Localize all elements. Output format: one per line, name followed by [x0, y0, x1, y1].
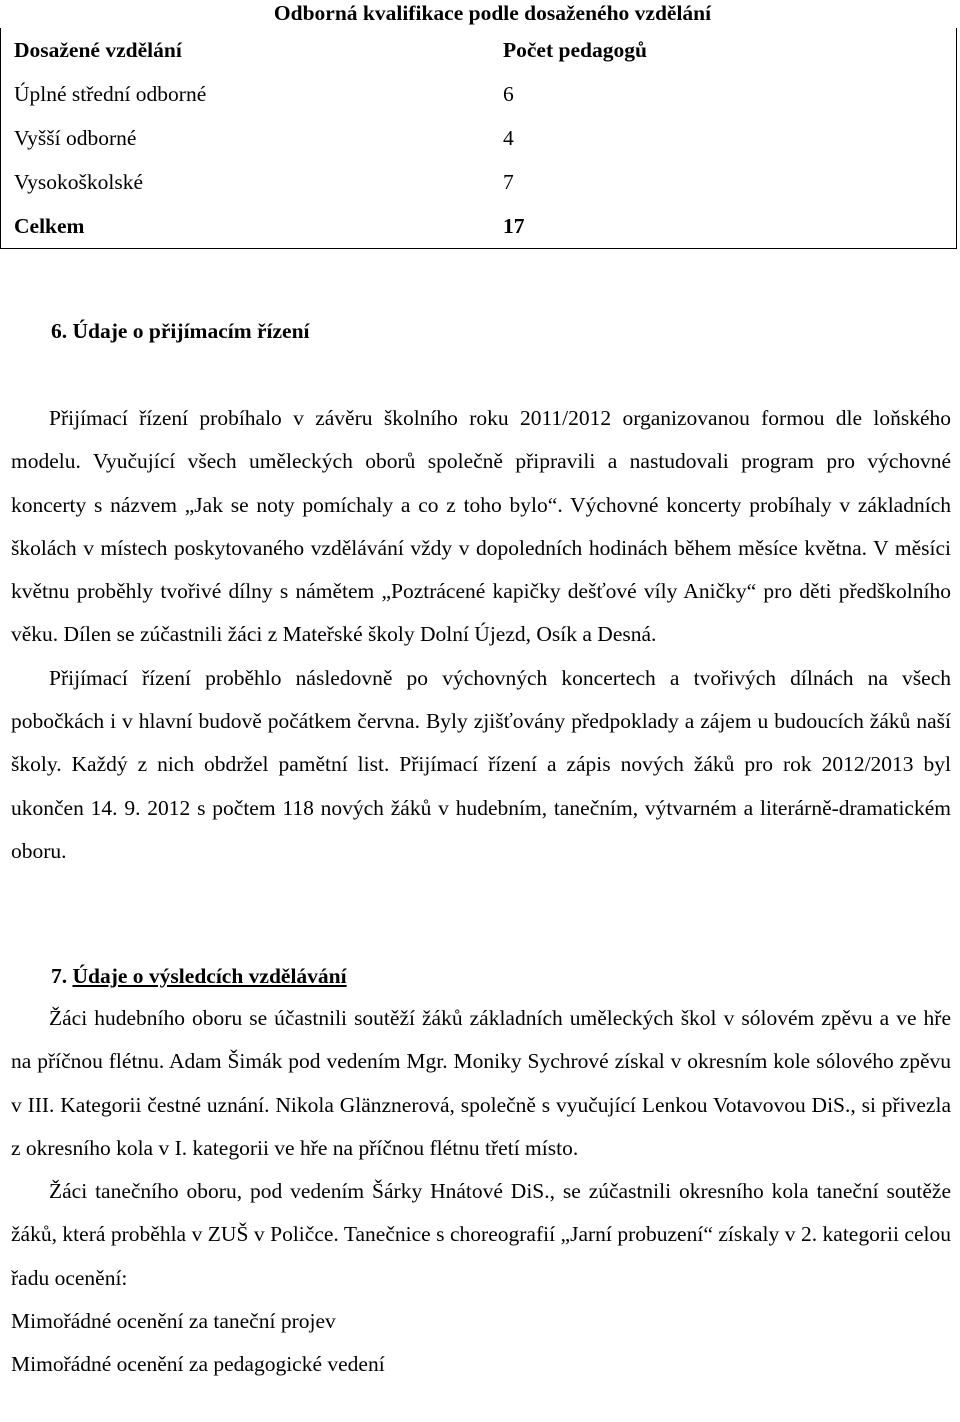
section-7-title: Údaje o výsledcích vzdělávání — [72, 964, 347, 988]
total-label: Celkem — [14, 214, 85, 238]
table-row — [1, 72, 957, 116]
section-7-heading — [51, 961, 347, 991]
row-count: 6 — [503, 82, 514, 106]
row-label: Vysokoškolské — [14, 170, 144, 194]
qualification-table — [0, 28, 957, 249]
section-7-paragraph: Žáci hudebního oboru se účastnili soutěží žáků základních uměleckých škol v sólovém zpěvu a ve hře na příčnou flétnu. Adam Šimák pod vedením Mgr. Moniky Sychrové získal v okresním kole sólového zpěvu v III. Kategorii čestné uznání. Nikola Glänznerová, společně s vyučující Lenkou Votavovou DiS., si přivezla z okresního kola v I. kategorii ve hře na příčnou flétnu třetí místo. — [11, 1006, 951, 1160]
column-header-education: Dosažené vzdělání — [14, 38, 182, 62]
table-row — [1, 160, 957, 204]
section-6-paragraph: Přijímací řízení probíhalo v závěru školního roku 2011/2012 organizovanou formou dle loňského modelu. Vyučující všech uměleckých oborů společně připravili a nastudovali program pro výchovné koncerty s názvem „Jak se noty pomíchaly a co z toho bylo“. Výchovné koncerty probíhaly v základních školách v místech poskytovaného vzdělávání vždy v dopoledních hodinách během měsíce května. V měsíci květnu proběhly tvořivé dílny s námětem „Poztrácené kapičky dešťové víly Aničky“ pro děti předškolního věku. Dílen se zúčastnili žáci z Mateřské školy Dolní Újezd, Osík a Desná. — [11, 406, 951, 647]
section-6-paragraph: Přijímací řízení proběhlo následovně po výchovných koncertech a tvořivých dílnách na všech pobočkách i v hlavní budově počátkem června. Byly zjišťovány předpoklady a zájem u budoucích žáků naší školy. Každý z nich obdržel pamětní list. Přijímací řízení a zápis nových žáků pro rok 2012/2013 byl ukončen 14. 9. 2012 s počtem 118 nových žáků v hudebním, tanečním, výtvarném a literárně-dramatickém oboru. — [11, 665, 951, 863]
award-item: Mimořádné ocenění za taneční projev — [11, 1309, 336, 1334]
column-header-count: Počet pedagogů — [503, 38, 647, 62]
row-label: Úplné střední odborné — [14, 82, 207, 106]
section-6-number: 6. — [51, 319, 68, 343]
table-caption: Odborná kvalifikace podle dosaženého vzdělání — [273, 1, 712, 25]
total-count: 17 — [503, 214, 525, 238]
award-item: Mimořádné ocenění za pedagogické vedení — [11, 1352, 385, 1377]
table-total-row — [1, 204, 957, 249]
section-7-body — [11, 997, 951, 1387]
section-6-title: Údaje o přijímacím řízení — [72, 319, 310, 343]
row-count: 7 — [503, 170, 514, 194]
section-7-paragraph: Žáci tanečního oboru, pod vedením Šárky Hnátové DiS., se zúčastnili okresního kola taneční soutěže žáků, která proběhla v ZUŠ v Poličce. Tanečnice s choreografií „Jarní probuzení“ získaly v 2. kategorii celou řadu ocenění: — [11, 1179, 951, 1290]
row-label: Vyšší odborné — [14, 126, 137, 150]
section-7-number: 7. — [51, 964, 68, 988]
table-header-row — [1, 28, 957, 72]
section-6-heading — [51, 316, 310, 346]
section-6-body — [11, 397, 951, 873]
table-row — [1, 116, 957, 160]
row-count: 4 — [503, 126, 514, 150]
